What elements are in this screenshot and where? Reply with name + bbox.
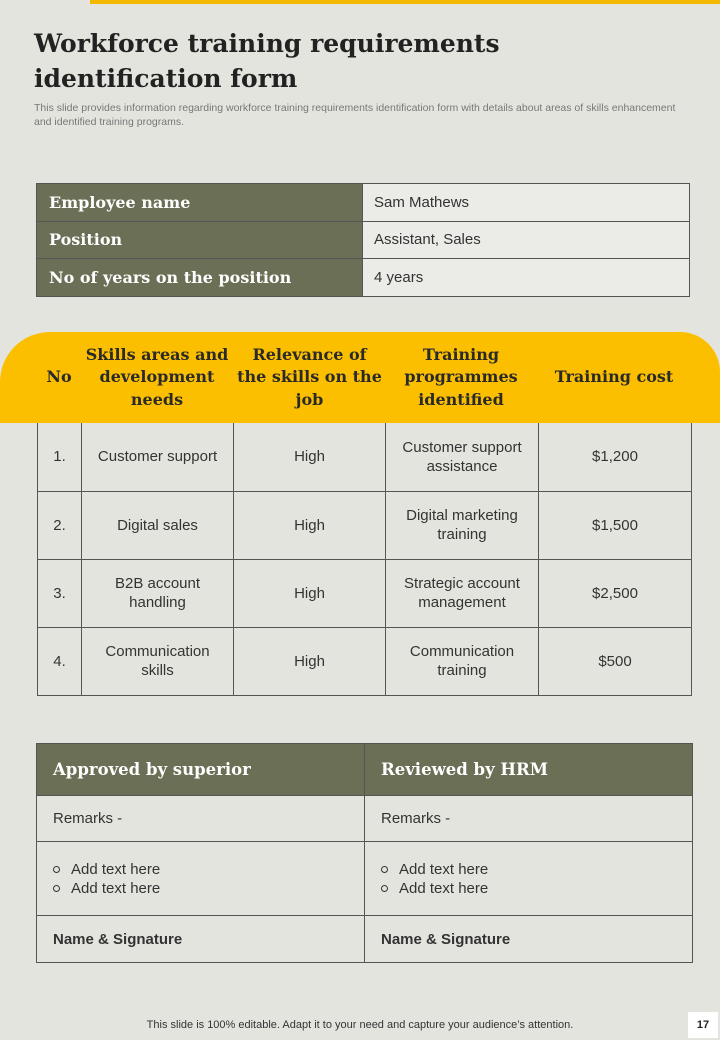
bullet-text[interactable]: Add text here (71, 860, 161, 878)
superior-signature[interactable]: Name & Signature (37, 916, 365, 963)
employee-row (37, 259, 690, 297)
bullet-text[interactable]: Add text here (399, 879, 489, 897)
skill-cell[interactable]: Digital sales (82, 491, 234, 559)
list-item (381, 879, 692, 898)
approved-by-heading: Approved by superior (37, 744, 365, 796)
employee-label: Position (37, 221, 363, 259)
cost-cell[interactable]: $500 (539, 627, 692, 695)
list-item (381, 860, 692, 879)
remarks-row (37, 796, 693, 842)
hrm-signature[interactable]: Name & Signature (365, 916, 693, 963)
header-no: No (46, 367, 72, 387)
superior-notes[interactable] (37, 842, 365, 916)
signature-row (37, 916, 693, 963)
hrm-remarks[interactable]: Remarks - (365, 796, 693, 842)
page-subtitle: This slide provides information regarding workforce training requirements identification form with details about areas of skills enhancement and identified training programs. (34, 102, 676, 128)
employee-row (37, 221, 690, 259)
employee-value[interactable]: Assistant, Sales (363, 221, 690, 259)
circle-bullet-icon (381, 885, 388, 892)
row-number: 3. (38, 559, 82, 627)
table-row (38, 423, 692, 491)
employee-value[interactable]: 4 years (363, 259, 690, 297)
circle-bullet-icon (53, 885, 60, 892)
skill-cell[interactable]: B2B account handling (82, 559, 234, 627)
circle-bullet-icon (381, 866, 388, 873)
table-row (38, 627, 692, 695)
programme-cell[interactable]: Communication training (386, 627, 539, 695)
list-item (53, 879, 364, 898)
bullets-row (37, 842, 693, 916)
list-item (53, 860, 364, 879)
approval-table (36, 743, 693, 963)
top-accent-bar (90, 0, 720, 4)
cost-cell[interactable]: $1,200 (539, 423, 692, 491)
page-number: 17 (688, 1012, 718, 1038)
programme-cell[interactable]: Customer support assistance (386, 423, 539, 491)
employee-value[interactable]: Sam Mathews (363, 184, 690, 222)
header-relevance: Relevance of the skills on the job (237, 344, 382, 409)
hrm-notes[interactable] (365, 842, 693, 916)
skill-cell[interactable]: Communication skills (82, 627, 234, 695)
employee-row (37, 184, 690, 222)
table-row (38, 559, 692, 627)
relevance-cell[interactable]: High (234, 559, 386, 627)
relevance-cell[interactable]: High (234, 627, 386, 695)
programme-cell[interactable]: Digital marketing training (386, 491, 539, 559)
programme-cell[interactable]: Strategic account management (386, 559, 539, 627)
header-skills: Skills areas and development needs (85, 344, 229, 409)
cost-cell[interactable]: $2,500 (539, 559, 692, 627)
bullet-text[interactable]: Add text here (399, 860, 489, 878)
employee-info-table (36, 183, 690, 297)
cost-cell[interactable]: $1,500 (539, 491, 692, 559)
bullet-text[interactable]: Add text here (71, 879, 161, 897)
skill-cell[interactable]: Customer support (82, 423, 234, 491)
employee-label: Employee name (37, 184, 363, 222)
header-cost: Training cost (554, 367, 674, 387)
header-programmes: Training programmes identified (404, 344, 518, 409)
employee-label: No of years on the position (37, 259, 363, 297)
row-number: 4. (38, 627, 82, 695)
row-number: 1. (38, 423, 82, 491)
footer-note: This slide is 100% editable. Adapt it to your need and capture your audience’s attention. (146, 1019, 574, 1031)
row-number: 2. (38, 491, 82, 559)
skills-table (37, 423, 692, 696)
relevance-cell[interactable]: High (234, 491, 386, 559)
circle-bullet-icon (53, 866, 60, 873)
reviewed-by-heading: Reviewed by HRM (365, 744, 693, 796)
page-title: Workforce training requirements identification form (34, 29, 500, 93)
table-row (38, 491, 692, 559)
relevance-cell[interactable]: High (234, 423, 386, 491)
superior-remarks[interactable]: Remarks - (37, 796, 365, 842)
approval-header-row (37, 744, 693, 796)
